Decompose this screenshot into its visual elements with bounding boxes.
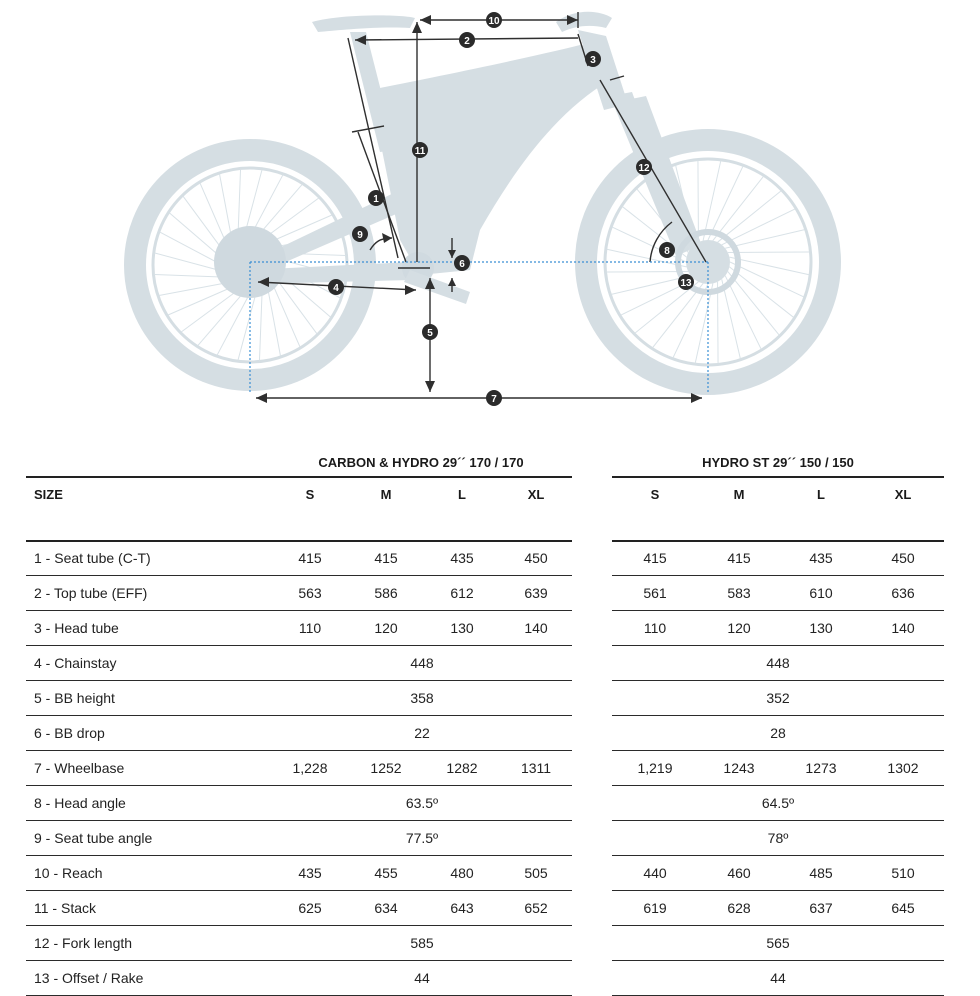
wheel-spoke: [728, 272, 779, 336]
row-label: 6 - BB drop: [26, 716, 272, 751]
cell-value: 352: [612, 681, 944, 716]
table-row: [612, 716, 944, 751]
wheel-spoke: [635, 282, 699, 333]
cell-value: 77.5º: [272, 821, 572, 856]
marker-2: [459, 32, 475, 48]
marker-6: [454, 255, 470, 271]
table-row: [612, 751, 944, 786]
cell-value: 563: [272, 576, 348, 611]
wheel-spoke: [238, 292, 256, 360]
cell-value: 636: [862, 576, 944, 611]
cell-value: 450: [500, 541, 572, 576]
g1-size-xl: XL: [527, 487, 545, 502]
cell-value: 480: [424, 856, 500, 891]
wheel-spoke: [695, 283, 713, 363]
cell-value: 645: [862, 891, 944, 926]
group1-title: CARBON & HYDRO 29´´ 170 / 170: [318, 455, 524, 470]
cell-value: 63.5º: [272, 786, 572, 821]
cell-value: 586: [348, 576, 424, 611]
g1-size-s: S: [305, 487, 315, 502]
table-row: [26, 751, 572, 786]
svg-text:9: 9: [357, 230, 363, 241]
marker-3: [585, 51, 601, 67]
wheel-spoke: [653, 283, 704, 347]
cell-value: 634: [348, 891, 424, 926]
row-label: 13 - Offset / Rake: [26, 961, 272, 996]
cell-value: 455: [348, 856, 424, 891]
cell-value: 1,219: [612, 751, 698, 786]
cell-value: 78º: [612, 821, 944, 856]
cell-value: 610: [780, 576, 862, 611]
wheel-spoke: [725, 276, 761, 349]
cell-value: 510: [862, 856, 944, 891]
cell-value: 435: [424, 541, 500, 576]
table-row: [26, 681, 572, 716]
cell-value: 565: [612, 926, 944, 961]
wheel-spoke: [722, 279, 741, 359]
cell-value: 1273: [780, 751, 862, 786]
table-row: [612, 961, 944, 996]
svg-text:3: 3: [590, 55, 596, 66]
cell-value: 440: [612, 856, 698, 891]
wheel-spoke: [259, 290, 262, 360]
table-row: [612, 856, 944, 891]
wheel-spoke: [698, 160, 699, 242]
row-label: 11 - Stack: [26, 891, 272, 926]
g1-size-l: L: [458, 487, 466, 502]
table-row: [612, 576, 944, 611]
cell-value: 110: [612, 611, 698, 646]
svg-text:13: 13: [680, 278, 692, 289]
cell-value: 1252: [348, 751, 424, 786]
cell-value: 505: [500, 856, 572, 891]
row-label: 9 - Seat tube angle: [26, 821, 272, 856]
table-row: [26, 541, 572, 576]
cell-value: 28: [612, 716, 944, 751]
wheel-spoke: [718, 282, 719, 364]
table-row: [612, 926, 944, 961]
cell-value: 415: [612, 541, 698, 576]
cell-value: 358: [272, 681, 572, 716]
table-row: [612, 541, 944, 576]
cell-value: 612: [424, 576, 500, 611]
table-row: [26, 926, 572, 961]
marker-5: [422, 324, 438, 340]
cell-value: 628: [698, 891, 780, 926]
wheel-spoke: [708, 166, 743, 240]
cell-value: 625: [272, 891, 348, 926]
cell-value: 415: [698, 541, 780, 576]
g2-size-s: S: [650, 487, 660, 502]
cell-value: 110: [272, 611, 348, 646]
svg-text:4: 4: [333, 283, 339, 294]
g2-size-m: M: [733, 487, 745, 502]
marker-13: [678, 274, 694, 290]
wheel-spoke: [725, 230, 805, 249]
row-label: 5 - BB height: [26, 681, 272, 716]
row-label: 1 - Seat tube (C-T): [26, 541, 272, 576]
size-header: SIZE: [34, 487, 63, 502]
cell-value: 435: [272, 856, 348, 891]
cell-value: 639: [500, 576, 572, 611]
marker-7: [486, 390, 502, 406]
bike-geometry-diagram: [0, 0, 980, 420]
row-label: 12 - Fork length: [26, 926, 272, 961]
wheel-spoke: [729, 267, 793, 318]
cell-value: 44: [612, 961, 944, 996]
marker-1: [368, 190, 384, 206]
table-row: [26, 856, 572, 891]
cell-value: 450: [862, 541, 944, 576]
table-row: [26, 646, 572, 681]
svg-text:5: 5: [427, 328, 433, 339]
wheel-spoke: [155, 253, 223, 271]
wheel-spoke: [673, 284, 708, 358]
cell-value: 64.5º: [612, 786, 944, 821]
marker-8: [659, 242, 675, 258]
cell-value: 415: [272, 541, 348, 576]
g1-size-m: M: [380, 487, 392, 502]
marker-9: [352, 226, 368, 242]
wheel-spoke: [728, 252, 810, 253]
cell-value: 448: [612, 646, 944, 681]
wheel-spoke: [154, 274, 224, 277]
g2-size-l: L: [817, 487, 825, 502]
table-row: [26, 891, 572, 926]
table-row: [612, 786, 944, 821]
cell-value: 643: [424, 891, 500, 926]
cell-value: 637: [780, 891, 862, 926]
cell-value: 22: [272, 716, 572, 751]
cell-value: 585: [272, 926, 572, 961]
cell-value: 460: [698, 856, 780, 891]
cell-value: 1302: [862, 751, 944, 786]
svg-text:8: 8: [664, 246, 670, 257]
marker-10: [486, 12, 502, 28]
table-row: [26, 961, 572, 996]
g2-size-xl: XL: [894, 487, 912, 502]
cell-value: 1243: [698, 751, 780, 786]
row-label: 4 - Chainstay: [26, 646, 272, 681]
wheel-spoke: [169, 213, 222, 259]
cell-value: 1311: [500, 751, 572, 786]
cell-value: 485: [780, 856, 862, 891]
table-row: [612, 821, 944, 856]
cell-value: 583: [698, 576, 780, 611]
marker-4: [328, 279, 344, 295]
row-label: 2 - Top tube (EFF): [26, 576, 272, 611]
row-label: 7 - Wheelbase: [26, 751, 272, 786]
bike-illustration: [135, 12, 830, 384]
svg-text:11: 11: [414, 146, 426, 157]
table-row: [612, 646, 944, 681]
svg-text:6: 6: [459, 259, 465, 270]
svg-text:2: 2: [464, 36, 470, 47]
table-row: [26, 716, 572, 751]
group2-title: HYDRO ST 29´´ 150 / 150: [702, 455, 854, 470]
cell-value: 120: [698, 611, 780, 646]
cell-value: 44: [272, 961, 572, 996]
table-row: [26, 821, 572, 856]
table-row: [26, 611, 572, 646]
cell-value: 435: [780, 541, 862, 576]
row-label: 3 - Head tube: [26, 611, 272, 646]
cell-value: 415: [348, 541, 424, 576]
geometry-table-group2: [612, 541, 944, 996]
cell-value: 652: [500, 891, 572, 926]
header-rule-left: [26, 476, 572, 478]
svg-text:10: 10: [488, 16, 500, 27]
cell-value: 140: [500, 611, 572, 646]
marker-12: [636, 159, 652, 175]
cell-value: 1,228: [272, 751, 348, 786]
geometry-table-group1: [26, 541, 572, 996]
cell-value: 448: [272, 646, 572, 681]
cell-value: 619: [612, 891, 698, 926]
cell-value: 1282: [424, 751, 500, 786]
table-row: [612, 681, 944, 716]
wheel-spoke: [718, 191, 782, 242]
cell-value: 561: [612, 576, 698, 611]
table-row: [612, 891, 944, 926]
svg-text:1: 1: [373, 194, 379, 205]
wheel-spoke: [729, 257, 809, 275]
header-rule-right: [612, 476, 944, 478]
wheel-spoke: [606, 272, 688, 273]
svg-text:7: 7: [491, 394, 497, 405]
table-row: [26, 576, 572, 611]
cell-value: 120: [348, 611, 424, 646]
wheel-spoke: [722, 209, 795, 245]
cell-value: 130: [780, 611, 862, 646]
row-label: 10 - Reach: [26, 856, 272, 891]
table-row: [612, 611, 944, 646]
row-label: 8 - Head angle: [26, 786, 272, 821]
wheel-spoke: [730, 262, 804, 297]
wheel-spoke: [198, 292, 244, 345]
cell-value: 130: [424, 611, 500, 646]
cell-value: 140: [862, 611, 944, 646]
svg-text:12: 12: [638, 163, 650, 174]
wheel-spoke: [713, 176, 764, 240]
marker-11: [412, 142, 428, 158]
table-row: [26, 786, 572, 821]
wheel-spoke: [703, 161, 721, 241]
